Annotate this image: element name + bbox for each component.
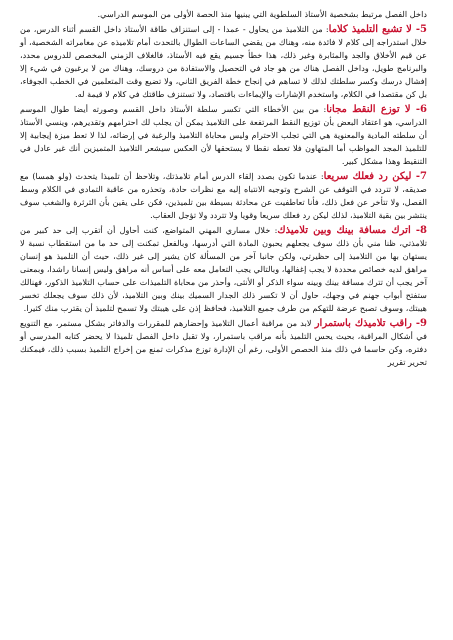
- section-7-heading: 7- ليكن رد فعلك سريعا: [323, 171, 428, 182]
- section-5: [20, 23, 427, 101]
- section-7-body: : عندما تكون بصدد إلقاء الدرس أمام تلامذتك، وتلاحظ أن تلميذا يتحدث (ولو همسا) مع صديقه، لا تتردد في التوقف عن الشرح وتوجيه الانتباه إليه مع نظرات حادة، وتحذره من عاقبة التمادي في الكلام وسط الفصل، ولا تتأخر عن فعل ذلك، فأنا تعاطفيت عن محادثة بسيطة بين تلميذين، فكن على يقين بأن الثرثرة والشغب سوف ينتشر بين بقية التلاميذ، لذلك ليكن رد فعلك سريعا وقويا ولا تتردد ولا تؤجل العقاب.: [20, 171, 427, 220]
- section-5-heading: 5- لا تشبع التلميذ كلاما: [328, 24, 427, 35]
- section-6: [20, 103, 427, 168]
- section-9-heading: 9- راقب تلاميذك باستمرار: [314, 318, 427, 329]
- intro-paragraph: داخل الفصل مرتبط بشخصية الأستاذ السلطوية التي يبنيها منذ الحصة الأولى من الموسم الدراسي.: [97, 9, 427, 19]
- section-6-body: : من بين الأخطاء التي تكسر سلطة الأستاذ داخل القسم وصورته أيضا طوال الموسم الدراسي، هو اعتقاد البعض بأن توزيع النقط المرتفعة على التلاميذ يمكن أن يجلب لك احترامهم وتقديرهم، وينسي الأستاذ أن سلطته المادية والمعنوية هي التي تجلب الاحترام وليس محاباة التلاميذ والرغبة في إرضائه، لذا لا تعط ميزة إيجابية إلا للتلميذ المجد المواظب أما المتهاون فلا تعطه نقطا لا يستحقها لأن العكس سيشعر التلاميذ المتميزين أنك غير عادل في التنقيط وهذا مشكل كبير.: [20, 104, 427, 166]
- section-8: [20, 224, 427, 315]
- section-8-body: : خلال مساري المهني المتواضع، كنت أحاول أن أتقرب إلى حد كبير من تلامذتي، ظنا مني بأن ذلك سوف يجعلهم يحبون المادة التي أدرسها، وبالفعل تمكنت إلى حد ما من استقطاب نسبة لا يستهان بها من التلاميذ إلى حظيرتي، ولكن جانبا آخر من المسألة كان يشير إلى غير ذلك، حيث أن التلميذ هو إنسان مراهق لديه خصائص محددة لا يجب إغفالها، وبالتالي يجب التعامل معه على أساس أنه مراهق وليس إنسانا راشدا، وبمعنى آخر يجب أن تترك مسافة بينك وبينه سواء الذكر أو الأنثى، وأحذر من محاباة التلميذات على حساب التلاميذ الذكور، فهنالك ستفتح أبواب جهنم في وجهك، حاول أن لا تكسر ذلك الجدار السميك بينك وبين التلاميذ، لأن ذلك سوف يجعلك تخسر هيبتك، وسوف تصبح عرضة للتهكم من طرف جميع التلاميذ، فحافظ إذن على هيبتك ولا تسمح لتلميذ أن يقترب منك كثيرا.: [20, 225, 427, 313]
- section-9: [20, 317, 427, 369]
- section-9-body: لابد من مراقبة أعمال التلاميذ وإحضارهم للمقررات والدفاتر بشكل مستمر، مع التنويع في أشكال المراقبة، بحيث يحس التلميذ بأنه مراقب باستمرار، ولا تقبل داخل الفصل تلميذا لا يحضر كتابه المدرسي أو دفتره، وكن حاسما في ذلك منذ الحصص الأولى، رغم أن الإدارة توزع مذكرات تمنع من إخراج التلميذ بسبب ذلك، فيمكنك تحرير تقرير: [20, 318, 427, 367]
- section-8-heading: 8- اترك مسافة بينك وبين تلاميذك: [277, 225, 427, 236]
- section-5-body: : من التلاميذ من يحاول - عمدا - إلى استنزاف طاقة الأستاذ داخل القسم أثناء الدرس، من خلال استدراجه إلى كلام لا فائدة منه، وهناك من يقضي الساعات الطوال بالتحدث أمام تلاميذه عن مغامراته الشخصية، أو عن قيم الأخلاق والجد والمثابرة وغير ذلك، هذا خطأ جسيم يقع فيه الأستاذ، فالغلاف الزمني المخصص للدروس محدد، والبرنامج طويل، وداخل الفصل هناك من هو جاد في التحصيل والاستفادة من دروسك، وهناك من لا يرغبون في شيء إلا إفشال درسك وكسر سلطتك لذلك لا تساهم في إنجاح خطة الفريق الثاني، ولا تضيع وقت المتعلمين في الخطب الجوفاء، بل كن مقتصدا في الكلام، واستخدم الإشارات والإيماءات باقتصاد، ولا تستنزف طاقتك في كلام لا قيمة له.: [20, 24, 427, 99]
- section-6-heading: 6- لا توزع النقط مجانا: [326, 104, 427, 115]
- section-7: [20, 170, 427, 222]
